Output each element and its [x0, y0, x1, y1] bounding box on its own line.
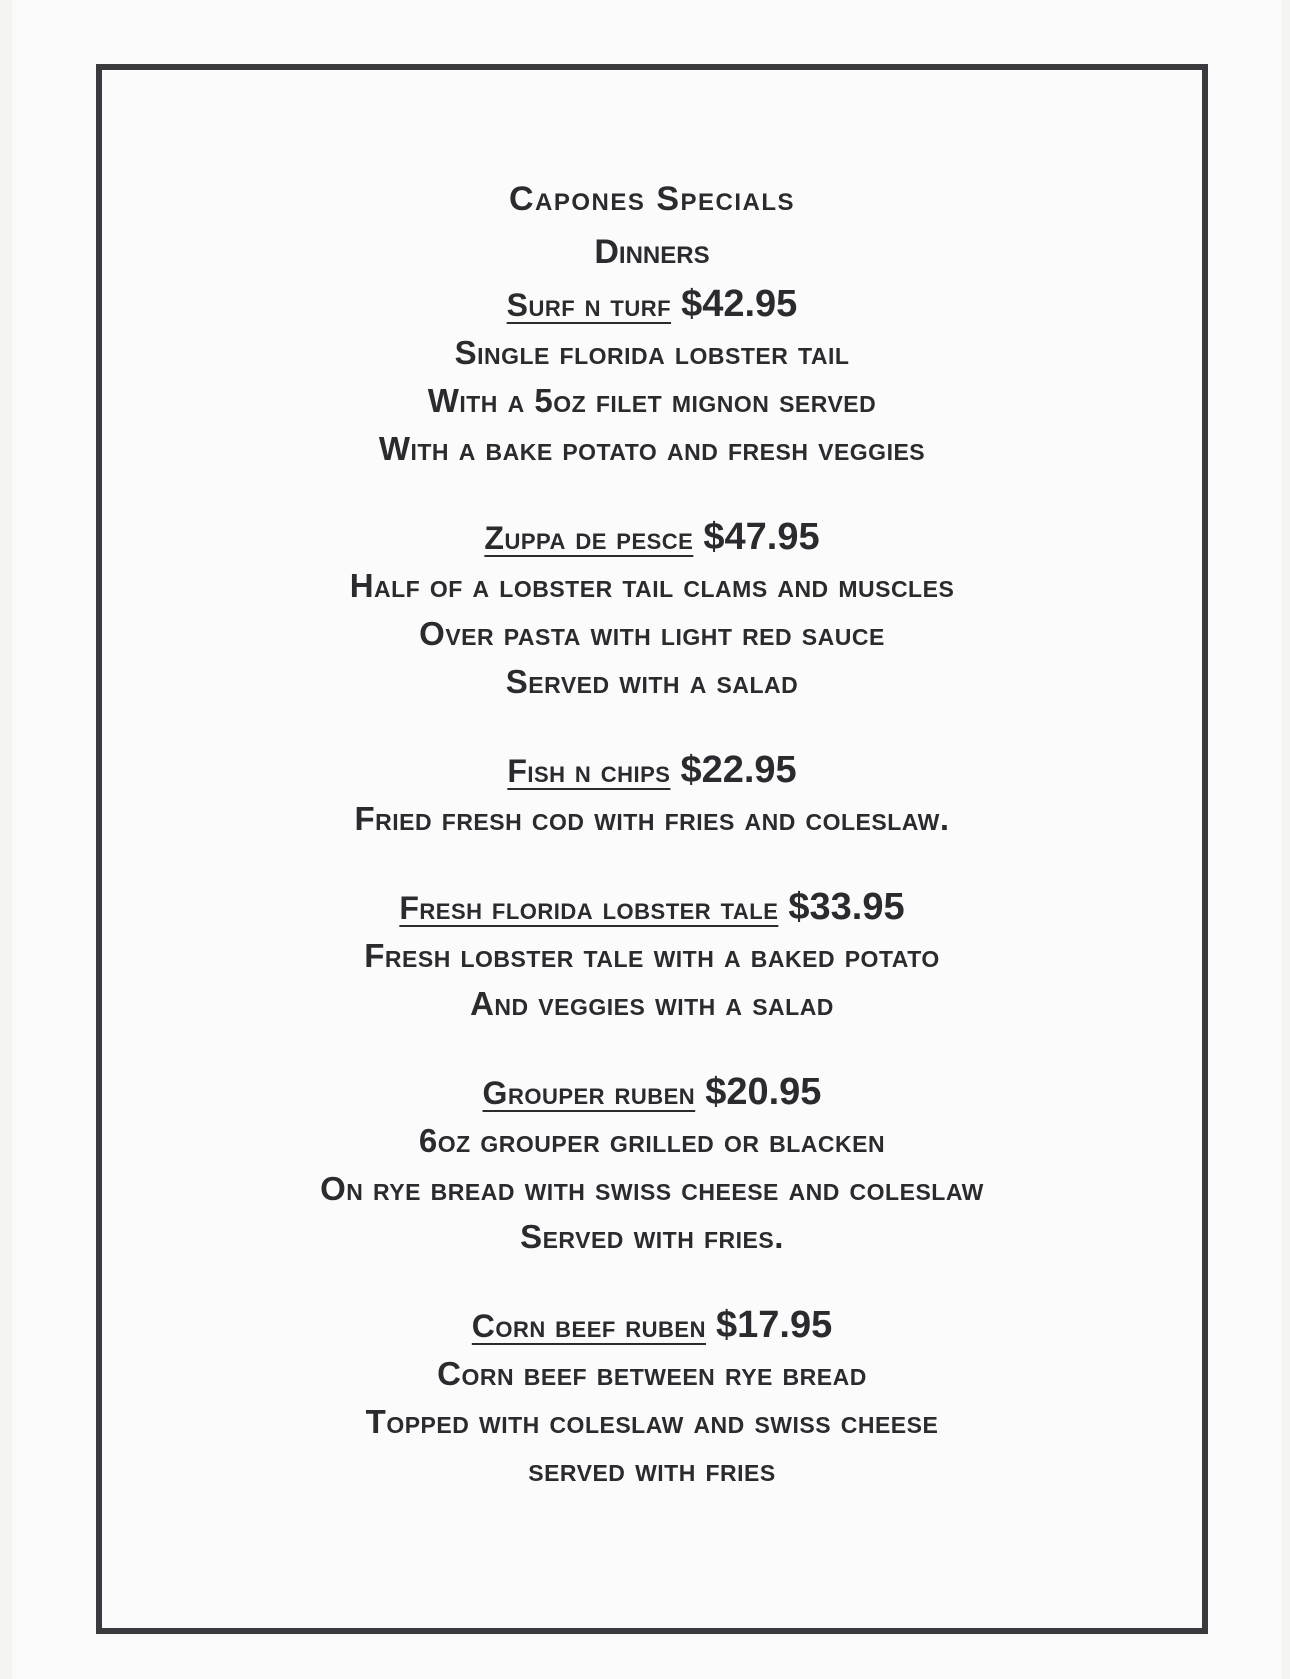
menu-item-description-line: Fresh lobster tale with a baked potato	[364, 937, 940, 974]
menu-item	[102, 883, 1202, 1028]
menu-item-title	[102, 746, 1202, 795]
menu-item-price: $17.95	[715, 1304, 833, 1346]
menu-title: Capones Specials	[508, 180, 796, 218]
menu-item-description-line: With a 5oz filet mignon served	[427, 382, 877, 419]
menu-border-frame	[96, 64, 1208, 1634]
paper-sheet	[12, 0, 1282, 1679]
menu-item-name: Fish n chips	[507, 753, 671, 789]
menu-item-description-line: Corn beef between rye bread	[437, 1355, 867, 1392]
menu-item-description-line: 6oz grouper grilled or blacken	[418, 1122, 886, 1159]
menu-item-price: $20.95	[705, 1071, 822, 1113]
menu-item-description-line: Served with a salad	[505, 663, 799, 700]
menu-item-name: Corn beef ruben	[471, 1308, 706, 1344]
menu-item	[102, 1301, 1202, 1494]
menu-item-title	[102, 1301, 1202, 1350]
menu-item-description-line: Half of a lobster tail clams and muscles	[349, 567, 955, 604]
menu-item-title	[102, 883, 1202, 932]
menu-item-name: Grouper ruben	[482, 1075, 696, 1111]
menu-item-price: $33.95	[788, 886, 905, 928]
menu-item	[102, 1068, 1202, 1261]
menu-item-name: Zuppa de pesce	[484, 520, 694, 556]
menu-item-name: Fresh florida lobster tale	[399, 890, 779, 926]
menu-item-price: $22.95	[680, 749, 797, 791]
menu-item	[102, 280, 1202, 473]
menu-item-description-line: With a bake potato and fresh veggies	[378, 430, 926, 467]
menu-item-description-line: Over pasta with light red sauce	[419, 615, 885, 652]
menu-item-description-line: Served with fries.	[520, 1218, 784, 1255]
menu-item-description-line: served with fries	[528, 1451, 776, 1488]
menu-item-description-line: Topped with coleslaw and swiss cheese	[365, 1403, 939, 1440]
menu-content	[102, 174, 1202, 1534]
menu-item-description-line: On rye bread with swiss cheese and coleslaw	[320, 1170, 984, 1207]
menu-item-description-line: Fried fresh cod with fries and coleslaw.	[354, 800, 950, 837]
menu-item	[102, 746, 1202, 843]
menu-item-title	[102, 280, 1202, 329]
menu-item-description-line: And veggies with a salad	[470, 985, 834, 1022]
menu-item-price: $47.95	[703, 516, 820, 558]
menu-item-title	[102, 1068, 1202, 1117]
menu-item-title	[102, 513, 1202, 562]
menu-item	[102, 513, 1202, 706]
menu-item-description-line: Single florida lobster tail	[454, 334, 850, 371]
menu-item-price: $42.95	[681, 283, 798, 325]
menu-item-name: Surf n turf	[506, 287, 672, 323]
menu-section-title: Dinners	[594, 233, 710, 271]
